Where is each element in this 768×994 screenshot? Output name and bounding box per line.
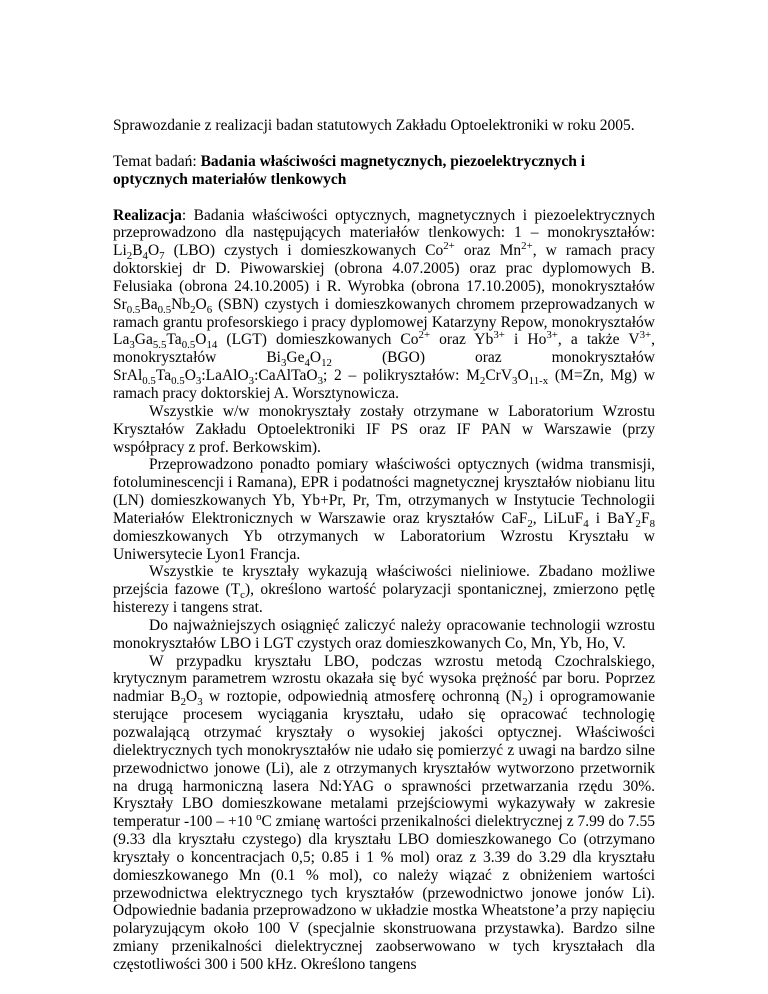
p1-sub: 3 xyxy=(129,339,135,352)
paragraph-1 xyxy=(113,207,655,403)
p1-text: (LBO) czystych i domieszkowanych Co xyxy=(164,242,444,260)
p1-sub: 7 xyxy=(159,250,165,263)
p1-sub: 12 xyxy=(321,357,332,370)
p6-text: C zmianę wartości przenikalności dielektrycznej z 7.99 do 7.55 (9.33 dla kryształu czystego) dla kryształu LBO domieszkowanego Co (otrzymano kryształy o koncentracjach 0,5; 0.85 i 1 % mol) oraz z 3.39 do 3.29 dla kryształu domieszkowanego Mn (0.1 % mol), co należy wiązać z obniżeniem wartości przewodnictwa elektrycznego tych kryształów (przewodnictwo jonowe jonów Li). Odpowiednie badania przeprowadzono w układzie mostka Wheatstone’a przy napięciu polaryzującym około 100 V (specjalnie skonstruowana przystawka). Bardzo silne zmiany przenikalności dielektrycznej zaobserwowano w tych kryształach dla częstotliwości 300 i 500 kHz. Określono tangens xyxy=(113,813,655,973)
p3-text: F xyxy=(640,509,650,527)
paragraph-5: Do najważniejszych osiągnięć zaliczyć należy opracowanie technologii wzrostu monokryształów LBO i LGT czystych oraz domieszkowanych Co, Mn, Yb, Ho, V. xyxy=(113,616,655,652)
p4-text: ), określono wartość polaryzacji spontanicznej, zmierzono pętlę histerezy i tangens strat. xyxy=(113,581,655,617)
p1-text: B xyxy=(132,242,143,260)
p6-sub: 2 xyxy=(180,696,186,709)
p1-text: oraz Mn xyxy=(454,242,522,260)
p3-sub: 4 xyxy=(583,517,589,530)
topic-paragraph xyxy=(113,153,655,189)
p1-sup: 2+ xyxy=(418,329,431,342)
p1-sub: 6 xyxy=(206,303,213,316)
p1-sup: 3+ xyxy=(493,329,505,342)
p1-text: Ba xyxy=(140,295,158,313)
p1-sub: 0.5 xyxy=(171,375,185,388)
p1-sub: 3 xyxy=(195,375,202,388)
p6-sup: o xyxy=(256,811,262,824)
p1-text: , w ramach pracy doktorskiej dr D. Piwowarskiej (obrona 4.07.2005) oraz prac dyplomowych B. Felusiaka (obrona 24.10.2005) i R. Wyrobka (obrona 17.10.2005), monokryształów Sr xyxy=(113,242,655,313)
p1-text: i Ho xyxy=(504,331,547,349)
p1-text: oraz Yb xyxy=(430,331,494,349)
p1-text: (LGT) domieszkowanych Co xyxy=(217,331,419,349)
p1-sub: 3 xyxy=(317,375,323,388)
p1-sub: 0.5 xyxy=(181,339,196,352)
p1-text: O xyxy=(517,367,529,385)
p1-text: :CaAlTaO xyxy=(254,367,318,385)
p1-sub: 4 xyxy=(304,357,310,370)
p6-text: W przypadku kryształu LBO, podczas wzrostu metodą Czochralskiego, krytycznym parametrem wzrostu okazała się być wysoka prężność par boru. Poprzez nadmiar B xyxy=(113,652,655,706)
p1-text: , a także V xyxy=(557,331,640,349)
p1-sub: 0.5 xyxy=(157,303,172,316)
p3-sub: 2 xyxy=(527,517,533,530)
p1-text: (M=Zn, Mg) w ramach pracy doktorskiej A. Worsztynowicza. xyxy=(113,367,655,402)
p1-text: Ta xyxy=(166,331,182,349)
p1-text: O xyxy=(195,331,207,349)
p1-text: Ge xyxy=(286,349,305,367)
p3-text: i BaY xyxy=(588,509,636,527)
p1-sub: 2 xyxy=(126,250,133,263)
p3-text: , LiLuF xyxy=(532,509,584,527)
p1-text: O xyxy=(309,349,322,367)
p1-sub: 14 xyxy=(206,339,218,352)
p1-sup: 3+ xyxy=(546,329,558,342)
p1-sub: 11-x xyxy=(528,375,549,388)
p1-text: (SBN) czystych i domieszkowanych chromem przeprowadzanych w ramach grantu profesorskiego i pracy dyplomowej Katarzyny Repow, monokryształów La xyxy=(113,295,655,349)
p1-text: O xyxy=(184,367,196,385)
p1-text: Ta xyxy=(155,367,172,385)
p1-text: Ga xyxy=(134,331,153,349)
topic-title: Badania właściwości magnetycznych, piezoelektrycznych i optycznych materiałów tlenkowych xyxy=(113,152,586,188)
p6-text: ) i oprogramowanie sterujące procesem wyciągania kryształu, udało się opracować technologię pozwalającą otrzymać kryształy o wysokiej jakości optycznej. Właściwości dielektrycznych tych monokryształów nie udało się pomierzyć z uwagi na bardzo silne przewodnictwo jonowe (Li), ale z otrzymanych kryształów wytworzono przetwornik na drugą harmoniczną lasera Nd:YAG o sprawności przetwarzania rzędu 30%. Kryształy LBO domieszkowane metalami przejściowymi wykazywały w zakresie temperatur -100 – +10 xyxy=(113,688,655,831)
paragraph-4 xyxy=(113,563,655,617)
p1-sub: 2 xyxy=(479,375,486,388)
p1-text: Nb xyxy=(171,295,191,313)
p1-text: (BGO) oraz monokryształów SrAl xyxy=(113,349,655,385)
paragraph-3 xyxy=(113,456,655,563)
p6-text: w roztopie, odpowiednią atmosferę ochronną (N xyxy=(202,688,523,706)
p1-sub: 2 xyxy=(190,303,196,316)
p3-sub: 2 xyxy=(635,517,641,530)
p6-text: O xyxy=(185,688,198,706)
document-page xyxy=(113,117,655,974)
p6-sub: 3 xyxy=(197,696,203,709)
p1-text: ; 2 – polikryształów: M xyxy=(323,367,480,385)
p1-sub: 5.5 xyxy=(152,339,167,352)
p1-text: O xyxy=(195,295,207,313)
p3-text: Przeprowadzono ponadto pomiary właściwości optycznych (widma transmisji, fotoluminescencji i Ramana), EPR i podatności magnetycznej kryształów niobianu litu (LN) domieszkowanych Yb, Yb+Pr, Pr, Tm, otrzymanych w Instytucie Technologii Materiałów Elektronicznych w Warszawie oraz kryształów CaF xyxy=(113,456,655,527)
p3-sub: 8 xyxy=(649,517,655,530)
p1-sub: 0.5 xyxy=(126,303,141,316)
p1-text: : Badania właściwości optycznych, magnetycznych i piezoelektrycznych przeprowadzono dla następujących materiałów tlenkowych: 1 – monokryształów: Li xyxy=(113,206,655,260)
p4-text: Wszystkie te kryształy wykazują właściwości nieliniowe. Zbadano możliwe przejścia fazowe (T xyxy=(113,563,655,599)
p1-sub: 3 xyxy=(248,375,255,388)
p1-text: O xyxy=(147,242,160,260)
p1-text: CrV xyxy=(485,367,513,385)
p1-sub: 3 xyxy=(512,375,518,388)
p1-sup: 2+ xyxy=(521,240,533,253)
p1-text: :LaAlO xyxy=(201,367,249,385)
p1-sup: 2+ xyxy=(443,240,455,253)
paragraph-6 xyxy=(113,653,655,974)
p3-text: domieszkowanych Yb otrzymanych w Laboratorium Wzrostu Kryształu w Uniwersytecie Lyon1 Francja. xyxy=(113,527,655,563)
p6-sub: 2 xyxy=(522,696,528,709)
p1-sub: 4 xyxy=(142,250,148,263)
paragraph-2: Wszystkie w/w monokryształy zostały otrzymane w Laboratorium Wzrostu Kryształów Zakładu Optoelektroniki IF PS oraz IF PAN w Warszawie (przy współpracy z prof. Berkowskim). xyxy=(113,402,655,456)
p1-text: , monokryształów Bi xyxy=(113,331,655,367)
p1-sup: 3+ xyxy=(639,329,652,342)
p1-sub: 3 xyxy=(280,357,287,370)
p4-sub: c xyxy=(240,589,245,602)
topic-label: Temat badań: xyxy=(113,152,201,170)
header-line: Sprawozdanie z realizacji badan statutowych Zakładu Optoelektroniki w roku 2005. xyxy=(113,117,635,134)
realizacja-label: Realizacja xyxy=(113,206,182,224)
p1-sub: 0.5 xyxy=(142,375,156,388)
